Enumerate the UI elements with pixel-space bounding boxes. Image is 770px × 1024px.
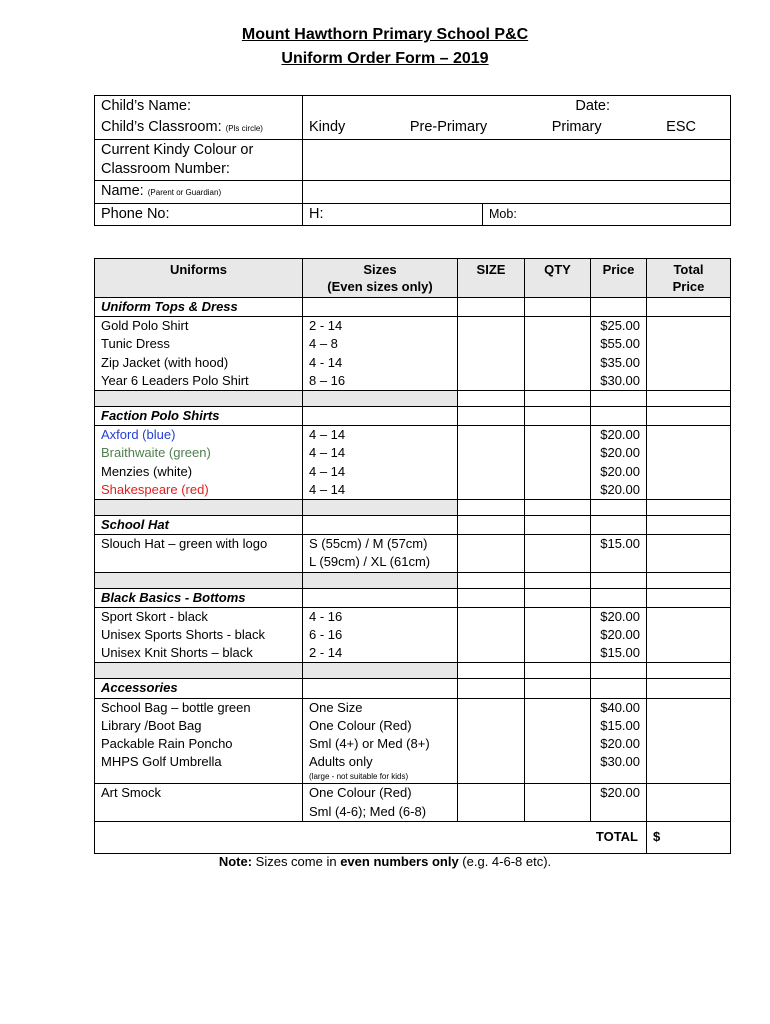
- spacer-row: [95, 391, 731, 407]
- home-phone-field[interactable]: [303, 204, 483, 226]
- table-header: [95, 259, 731, 298]
- item-price: $15.00: [591, 535, 647, 572]
- section-title-tops: Uniform Tops & Dress: [95, 298, 303, 317]
- header-uniforms: Uniforms: [95, 259, 303, 298]
- total-input[interactable]: [647, 784, 731, 821]
- sizes-note: Note: Sizes come in even numbers only (e.g. 4-6-8 etc).: [218, 854, 552, 869]
- item-price: $40.00 $15.00 $20.00 $30.00: [591, 698, 647, 784]
- table-row: [95, 698, 731, 784]
- item-sizes: S (55cm) / M (57cm) L (59cm) / XL (61cm): [303, 535, 458, 572]
- total-currency: $: [653, 829, 661, 845]
- item-sizes: One Size One Colour (Red) Sml (4+) or Med (8+) Adults only (large - not suitable for kids): [303, 698, 458, 784]
- size-input[interactable]: [458, 535, 525, 572]
- spacer-row: [95, 663, 731, 679]
- qty-input[interactable]: [525, 426, 591, 500]
- section-title-bottoms: Black Basics - Bottoms: [95, 588, 303, 607]
- home-label: H:: [309, 206, 324, 222]
- qty-input[interactable]: [525, 784, 591, 821]
- spacer-row: [95, 500, 731, 516]
- header-sizes: Sizes (Even sizes only): [303, 259, 458, 298]
- header-size: SIZE: [458, 259, 525, 298]
- total-input[interactable]: [647, 426, 731, 500]
- item-name: School Bag – bottle green Library /Boot Bag Packable Rain Poncho MHPS Golf Umbrella: [95, 698, 303, 784]
- umbrella-size-note: (large - not suitable for kids): [309, 772, 409, 782]
- table-row: [95, 317, 731, 391]
- table-row: [95, 784, 731, 821]
- header-total: Total Price: [647, 259, 731, 298]
- classroom-hint: (Pls circle): [225, 124, 263, 133]
- order-table: [94, 258, 731, 854]
- qty-input[interactable]: [525, 607, 591, 663]
- item-sizes: 4 - 16 6 - 16 2 - 14: [303, 607, 458, 663]
- classroom-label: Child’s Classroom: (Pls circle): [95, 117, 303, 140]
- item-name: Slouch Hat – green with logo: [95, 535, 303, 572]
- parent-name-field[interactable]: [303, 181, 731, 204]
- table-row: [95, 607, 731, 663]
- section-title-hat: School Hat: [95, 516, 303, 535]
- total-input[interactable]: [647, 607, 731, 663]
- size-input[interactable]: [458, 698, 525, 784]
- item-sizes: One Colour (Red) Sml (4-6); Med (6-8): [303, 784, 458, 821]
- spacer-row: [95, 572, 731, 588]
- item-name: Art Smock: [95, 784, 303, 821]
- mobile-phone-field[interactable]: [483, 204, 731, 226]
- size-input[interactable]: [458, 317, 525, 391]
- form-title: Mount Hawthorn Primary School P&C: [241, 26, 529, 43]
- item-name: Gold Polo Shirt Tunic Dress Zip Jacket (with hood) Year 6 Leaders Polo Shirt: [95, 317, 303, 391]
- qty-input[interactable]: [525, 698, 591, 784]
- mobile-label: Mob:: [489, 207, 517, 221]
- kindy-colour-field[interactable]: [303, 140, 731, 181]
- item-name: Axford (blue) Braithwaite (green) Menzies (white) Shakespeare (red): [95, 426, 303, 500]
- size-input[interactable]: [458, 784, 525, 821]
- section-row: [95, 516, 731, 535]
- total-input[interactable]: [647, 698, 731, 784]
- item-sizes: 2 - 14 4 – 8 4 - 14 8 – 16: [303, 317, 458, 391]
- classroom-options: [303, 117, 731, 140]
- parent-name-hint: (Parent or Guardian): [147, 188, 222, 197]
- total-label: TOTAL: [95, 821, 647, 853]
- section-row: [95, 298, 731, 317]
- date-field[interactable]: [303, 96, 731, 118]
- child-name-label: Child’s Name:: [95, 96, 303, 118]
- item-price: $20.00 $20.00 $20.00 $20.00: [591, 426, 647, 500]
- total-row: [95, 821, 731, 853]
- table-row: [95, 535, 731, 572]
- item-price: $20.00: [591, 784, 647, 821]
- section-title-accessories: Accessories: [95, 679, 303, 698]
- qty-input[interactable]: [525, 535, 591, 572]
- size-input[interactable]: [458, 607, 525, 663]
- grand-total-field[interactable]: [647, 821, 731, 853]
- section-title-faction: Faction Polo Shirts: [95, 407, 303, 426]
- section-row: [95, 407, 731, 426]
- total-input[interactable]: [647, 535, 731, 572]
- date-label: Date:: [575, 98, 611, 114]
- section-row: [95, 679, 731, 698]
- section-row: [95, 588, 731, 607]
- table-row: [95, 426, 731, 500]
- item-price: $25.00 $55.00 $35.00 $30.00: [591, 317, 647, 391]
- parent-name-label: Name: (Parent or Guardian): [95, 181, 303, 204]
- item-sizes: 4 – 14 4 – 14 4 – 14 4 – 14: [303, 426, 458, 500]
- option-kindy[interactable]: Kindy: [309, 119, 346, 135]
- size-input[interactable]: [458, 426, 525, 500]
- form-subtitle: Uniform Order Form – 2019: [281, 50, 489, 67]
- qty-input[interactable]: [525, 317, 591, 391]
- info-table: [94, 95, 731, 226]
- option-primary[interactable]: Primary: [551, 119, 602, 135]
- item-price: $20.00 $20.00 $15.00: [591, 607, 647, 663]
- phone-label: Phone No:: [95, 204, 303, 226]
- total-input[interactable]: [647, 317, 731, 391]
- header-qty: QTY: [525, 259, 591, 298]
- kindy-colour-label: Current Kindy Colour or Classroom Number:: [95, 140, 303, 181]
- option-pre-primary[interactable]: Pre-Primary: [409, 119, 488, 135]
- option-esc[interactable]: ESC: [666, 119, 696, 135]
- item-name: Sport Skort - black Unisex Sports Shorts - black Unisex Knit Shorts – black: [95, 607, 303, 663]
- header-price: Price: [591, 259, 647, 298]
